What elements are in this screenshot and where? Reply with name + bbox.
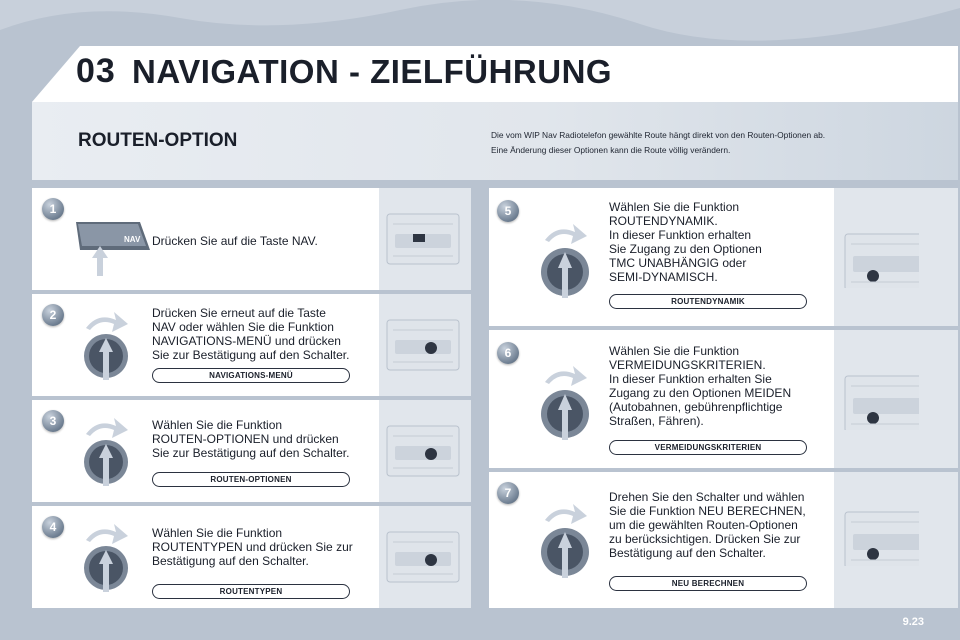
nav-button-icon — [70, 216, 160, 278]
step-text — [152, 234, 318, 248]
step-line: In dieser Funktion erhalten — [609, 228, 752, 242]
step-line: (Autobahnen, gebührenpflichtige — [609, 400, 783, 414]
menu-label-pill: NAVIGATIONS-MENÜ — [152, 368, 350, 383]
page-number: 9.23 — [902, 616, 924, 628]
step-card-2 — [32, 294, 471, 396]
step-line: Wählen Sie die Funktion — [152, 526, 283, 540]
intro-line: Eine Änderung dieser Optionen kann die Route völlig verändern. — [491, 145, 731, 155]
radio-unit-icon — [385, 210, 461, 268]
step-line: Bestätigung auf den Schalter. — [152, 554, 309, 568]
radio-unit-icon — [385, 528, 461, 586]
rotary-knob-icon — [76, 520, 136, 596]
step-text — [609, 200, 762, 284]
step-card-3 — [32, 400, 471, 502]
step-text — [152, 526, 353, 568]
step-line: Wählen Sie die Funktion — [609, 344, 740, 358]
step-number: 5 — [497, 200, 519, 222]
step-line: Drehen Sie den Schalter und wählen — [609, 490, 805, 504]
step-number: 2 — [42, 304, 64, 326]
step-line: VERMEIDUNGSKRITERIEN. — [609, 358, 766, 372]
nav-button-label: NAV — [124, 235, 141, 244]
step-card-1 — [32, 188, 471, 290]
radio-unit-icon — [385, 316, 461, 374]
step-line: NAV oder wählen Sie die Funktion — [152, 320, 334, 334]
step-line: Straßen, Fähren). — [609, 414, 704, 428]
radio-unit-icon — [385, 422, 461, 480]
rotary-knob-icon — [76, 414, 136, 490]
step-line: Wählen Sie die Funktion — [609, 200, 740, 214]
step-number: 1 — [42, 198, 64, 220]
step-text — [152, 418, 349, 460]
radio-unit-icon — [843, 230, 919, 288]
menu-label-pill: VERMEIDUNGSKRITERIEN — [609, 440, 807, 455]
step-line: ROUTENTYPEN und drücken Sie zur — [152, 540, 353, 554]
rotary-knob-icon — [535, 218, 595, 302]
rotary-knob-icon — [76, 308, 136, 384]
radio-unit-icon — [843, 372, 919, 430]
step-line: Bestätigung auf den Schalter. — [609, 546, 766, 560]
step-card-5 — [489, 188, 958, 326]
step-number: 4 — [42, 516, 64, 538]
step-line: ROUTEN-OPTIONEN und drücken — [152, 432, 339, 446]
menu-label-pill: ROUTEN-OPTIONEN — [152, 472, 350, 487]
menu-label-pill: NEU BERECHNEN — [609, 576, 807, 591]
section-title: ROUTEN-OPTION — [78, 130, 238, 151]
step-line: Drücken Sie auf die Taste NAV. — [152, 234, 318, 248]
step-line: In dieser Funktion erhalten Sie — [609, 372, 772, 386]
step-card-6 — [489, 330, 958, 468]
step-line: um die gewählten Routen-Optionen — [609, 518, 798, 532]
chapter-number: 03 — [76, 52, 116, 90]
step-line: Sie Zugang zu den Optionen — [609, 242, 762, 256]
step-line: Drücken Sie erneut auf die Taste — [152, 306, 326, 320]
radio-unit-icon — [843, 508, 919, 566]
step-text — [609, 344, 791, 428]
step-line: NAVIGATIONS-MENÜ und drücken — [152, 334, 341, 348]
step-line: zu berücksichtigen. Drücken Sie zur — [609, 532, 801, 546]
intro-line: Die vom WIP Nav Radiotelefon gewählte Route hängt direkt von den Routen-Optionen ab. — [491, 130, 826, 140]
intro-text — [491, 128, 911, 158]
step-number: 7 — [497, 482, 519, 504]
step-line: Zugang zu den Optionen MEIDEN — [609, 386, 792, 400]
step-line: Sie zur Bestätigung auf den Schalter. — [152, 446, 350, 460]
step-card-7 — [489, 472, 958, 608]
rotary-knob-icon — [535, 360, 595, 444]
menu-label-pill: ROUTENDYNAMIK — [609, 294, 807, 309]
page-title: NAVIGATION - ZIELFÜHRUNG — [132, 53, 613, 90]
step-line: ROUTENDYNAMIK. — [609, 214, 718, 228]
rotary-knob-icon — [535, 498, 595, 582]
step-number: 3 — [42, 410, 64, 432]
step-text — [609, 490, 806, 560]
step-line: TMC UNABHÄNGIG oder — [609, 256, 747, 270]
step-line: Sie die Funktion NEU BERECHNEN, — [609, 504, 806, 518]
menu-label-pill: ROUTENTYPEN — [152, 584, 350, 599]
step-line: Sie zur Bestätigung auf den Schalter. — [152, 348, 350, 362]
step-card-4 — [32, 506, 471, 608]
step-line: Wählen Sie die Funktion — [152, 418, 283, 432]
step-number: 6 — [497, 342, 519, 364]
step-text — [152, 306, 349, 362]
step-line: SEMI-DYNAMISCH. — [609, 270, 718, 284]
